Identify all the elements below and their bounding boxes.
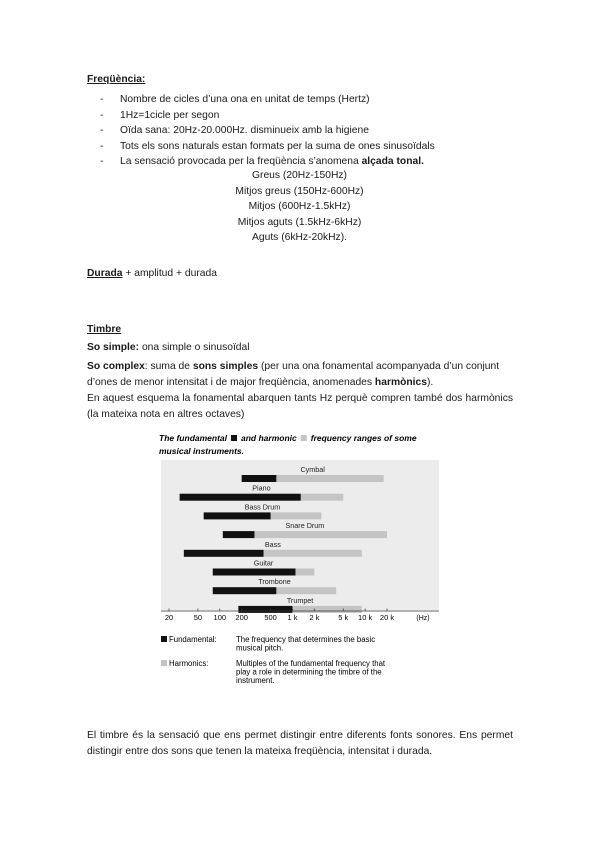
fundamental-bar [184,550,264,557]
title-harmonics-swatch [301,435,307,441]
chart-title-line2: musical instruments. [159,446,245,456]
instrument-label: Guitar [253,558,274,568]
list-item: - Oïda sana: 20Hz-20.000Hz. disminueix amb la higiene [100,125,369,137]
title-fundamental-swatch [231,435,237,441]
harmonics-bar [276,587,336,594]
tick-label: 10 k [358,613,373,622]
instrument-label: Cymbal [300,465,325,474]
chart-title [159,433,417,456]
list-item: - Tots els sons naturals estan formats per la suma de ones sinusoïdals [100,140,435,152]
durada-line: Durada + amplitud + durada [87,268,217,279]
harmonics-bar [301,494,344,501]
section-title-frequencia: Freqüència: [87,74,146,85]
range-line: Greus (20Hz-150Hz) [252,170,347,181]
harmonics-bar [292,606,361,613]
range-line: Mitjos (600Hz-1.5kHz) [248,201,351,213]
fundamental-bar [213,587,277,594]
fundamental-bar [223,531,255,538]
harmonics-bar [264,550,362,557]
fundamental-bar [242,475,277,482]
fundamental-bar [213,569,296,576]
frequency-bullet-list [100,92,435,170]
chart-title-part: frequency ranges of some [310,433,417,443]
list-item: - 1Hz=1cicle per segon [100,109,220,121]
tick-label: 1 k [287,613,298,622]
axis-unit-label: (Hz) [416,615,430,622]
so-simple-line: So simple: ona simple o sinusoïdal [87,342,250,353]
alcada-tonal-term: alçada tonal. [361,156,424,168]
range-line: Mitjos aguts (1.5kHz-6kHz) [237,216,362,228]
range-line: Aguts (6kHz-20kHz). [252,232,347,244]
fundamental-bar [180,494,301,501]
legend-text-line: musical pitch. [236,643,284,653]
instrument-label: Bass [264,539,281,549]
fundamental-bar [238,606,292,613]
tick-label: 50 [193,613,203,622]
list-item: - La sensació provocada per la freqüència s’anomena alçada tonal. [100,156,424,168]
harmonics-bar [271,512,322,519]
tick-label: 500 [264,613,277,622]
tick-label: 100 [213,613,227,622]
legend-key: Harmonics: [169,659,209,668]
tick-label: 20 [164,613,174,622]
section-title-durada: Durada [87,268,123,279]
instrument-label: Piano [252,483,271,493]
chart-title-part: The fundamental [159,433,228,443]
harmonics-bar [276,475,383,482]
legend-text-line: The frequency that determines the basic [236,635,376,644]
tick-label: 5 k [338,613,349,622]
frequency-ranges-list [0,168,599,246]
harmonics-bar [295,569,314,576]
instrument-label: Snare Drum [285,521,325,531]
list-item: - Nombre de cicles d’una ona en unitat de temps (Hertz) [100,94,370,105]
legend-text-line: play a role in determining the timbre of the [236,667,382,677]
harmonics-bar [254,531,387,538]
scheme-paragraph: En aquest esquema la fonamental abarquen tants Hz perquè compren també dos harmònics (la mateixa nota en altres octaves) [87,393,513,420]
instrument-label: Trumpet [286,595,314,605]
legend-key: Fundamental: [169,635,217,644]
range-line: Mitjos greus (150Hz-600Hz) [235,185,364,197]
instrument-frequency-chart [155,425,445,710]
legend-text-line: Multiples of the fundamental frequency that [236,659,386,668]
chart-title-part: and harmonic [241,433,297,443]
tick-label: 20 k [379,613,395,622]
instrument-label: Bass Drum [244,502,281,512]
fundamental-bar [204,512,271,519]
legend-text-line: instrument. [236,676,275,685]
legend-harmonics-swatch [161,660,167,666]
so-complex-paragraph: So complex: suma de sons simples (per una ona fonamental acompanyada d’un conjunt d’ones de menor intensitat i de major freqüència, anomenades harmònics). [87,361,500,388]
chart-legend [161,635,386,685]
legend-fundamental-swatch [161,636,167,642]
tick-label: 200 [235,613,248,622]
tick-label: 2 k [309,613,320,622]
closing-paragraph: El timbre és la sensació que ens permet distingir entre diferents fonts sonores. Ens permet distingir entre dos sons que tenen la mateixa freqüència, intensitat i durada. [87,730,513,757]
instrument-label: Trombone [258,577,291,587]
section-title-timbre: Timbre [87,324,122,335]
